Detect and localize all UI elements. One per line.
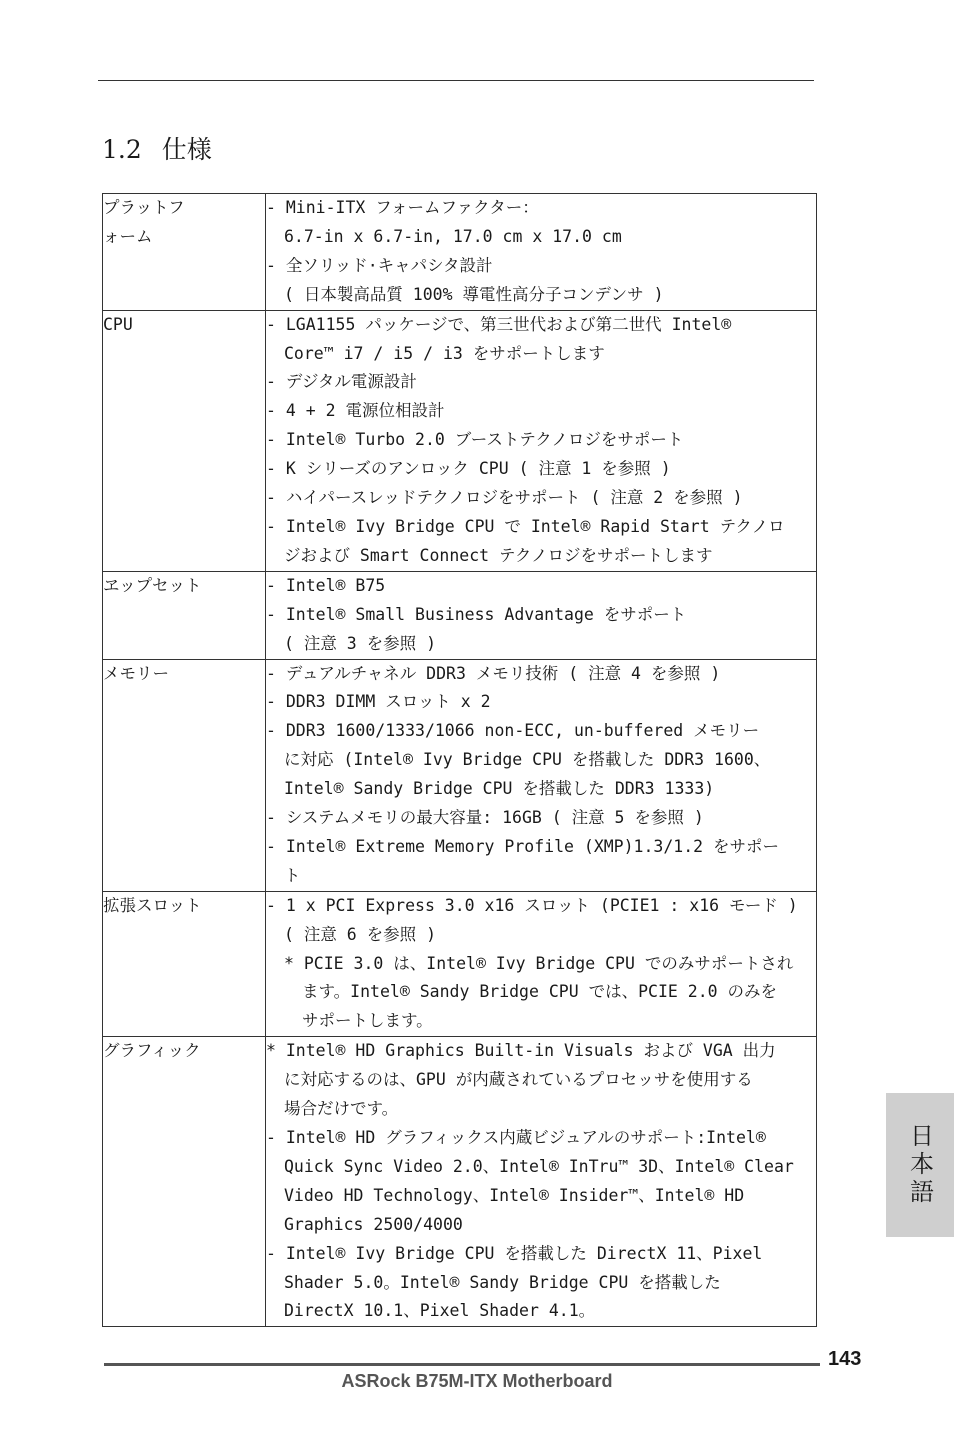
spec-label-line: 拡張スロット: [103, 895, 202, 915]
spec-value-line: ます。Intel® Sandy Bridge CPU では、PCIE 2.0 のみを: [302, 982, 777, 1002]
spec-label-line: グラフィック: [103, 1041, 201, 1061]
spec-label: [103, 571, 266, 659]
spec-value-line: Graphics 2500/4000: [284, 1214, 463, 1234]
spec-row: [103, 194, 817, 311]
spec-value-line: - Intel® Ivy Bridge CPU を搭載した DirectX 11、Pixel: [266, 1243, 763, 1263]
spec-label-line: ヱップセット: [103, 575, 202, 595]
spec-value-line: - Intel® Turbo 2.0 ブーストテクノロジをサポート: [266, 430, 684, 450]
spec-value-line: に対応するのは、GPU が内蔵されているプロセッサを使用する: [284, 1070, 753, 1090]
spec-value-line: - DDR3 DIMM スロット x 2: [266, 692, 491, 712]
spec-value-line: - Intel® Ivy Bridge CPU で Intel® Rapid Start テクノロ: [266, 516, 785, 536]
spec-value-line: - Mini-ITX フォームファクター：: [266, 198, 539, 217]
spec-value-line: - K シリーズのアンロック CPU ( 注意 1 を参照 ): [266, 459, 671, 479]
spec-value-line: DirectX 10.1、Pixel Shader 4.1。: [284, 1301, 596, 1321]
footer-title: ASRock B75M-ITX Motherboard: [341, 1371, 613, 1391]
spec-label-line: ォーム: [103, 226, 153, 246]
spec-value-line: - システムメモリの最大容量: 16GB ( 注意 5 を参照 ): [266, 808, 704, 828]
spec-row: [103, 659, 817, 891]
spec-value-line: Intel® Sandy Bridge CPU を搭載した DDR3 1333): [284, 779, 715, 799]
spec-value-line: - Intel® Extreme Memory Profile (XMP)1.3/1.2 をサポー: [266, 836, 780, 856]
spec-value-line: サポートします。: [302, 1011, 433, 1031]
language-tab-label: 日本語: [905, 1123, 934, 1207]
spec-value-line: Video HD Technology、Intel® Insider™、Intel® HD: [284, 1185, 745, 1205]
spec-table: [102, 193, 817, 1327]
spec-value-line: ( 注意 6 を参照 ): [284, 924, 437, 944]
spec-value-line: - Intel® B75: [266, 575, 386, 595]
spec-value-line: - デュアルチャネル DDR3 メモリ技術 ( 注意 4 を参照 ): [266, 663, 721, 683]
spec-value-line: Quick Sync Video 2.0、Intel® InTru™ 3D、Intel® Clear: [284, 1156, 794, 1176]
spec-value: [266, 1037, 817, 1327]
spec-value-line: - 1 x PCI Express 3.0 x16 スロット (PCIE1 : x16 モード ): [266, 895, 798, 915]
spec-value-line: ジおよび Smart Connect テクノロジをサポートします: [284, 545, 713, 565]
spec-value: [266, 891, 817, 1037]
spec-value: [266, 571, 817, 659]
spec-value-line: に対応 (Intel® Ivy Bridge CPU を搭載した DDR3 1600、: [284, 750, 771, 770]
spec-value-line: ( 日本製高品質 100% 導電性高分子コンデンサ ): [284, 284, 664, 304]
spec-label-line: メモリー: [103, 663, 169, 683]
spec-value-line: * PCIE 3.0 は、Intel® Ivy Bridge CPU でのみサポートされ: [284, 953, 794, 973]
spec-value-line: - Intel® Small Business Advantage をサポート: [266, 604, 687, 624]
spec-value: [266, 310, 817, 571]
spec-row: [103, 571, 817, 659]
spec-label: [103, 1037, 266, 1327]
spec-row: [103, 891, 817, 1037]
spec-row: [103, 310, 817, 571]
spec-value: [266, 194, 817, 311]
spec-label: [103, 194, 266, 311]
spec-value-line: - 4 + 2 電源位相設計: [266, 401, 445, 421]
spec-label: [103, 659, 266, 891]
section-number: 1.2: [102, 135, 142, 164]
spec-value-line: 場合だけです。: [284, 1099, 399, 1119]
spec-value-line: - DDR3 1600/1333/1066 non-ECC, un-buffered メモリー: [266, 721, 760, 741]
page-number: 143: [828, 1348, 862, 1370]
spec-value-line: 6.7-in x 6.7-in, 17.0 cm x 17.0 cm: [284, 226, 622, 246]
spec-row: [103, 1037, 817, 1327]
spec-value-line: - ハイパースレッドテクノロジをサポート ( 注意 2 を参照 ): [266, 488, 743, 508]
top-rule: [98, 80, 814, 81]
spec-value-line: - LGA1155 パッケージで、第三世代および第二世代 Intel®: [266, 314, 732, 334]
spec-label: [103, 891, 266, 1037]
section-heading: [102, 130, 212, 166]
spec-value-line: Core™ i7 / i5 / i3 をサポートします: [284, 343, 605, 363]
spec-value-line: Shader 5.0。Intel® Sandy Bridge CPU を搭載した: [284, 1272, 721, 1292]
spec-value-line: ( 注意 3 を参照 ): [284, 633, 437, 653]
spec-value-line: - デジタル電源設計: [266, 372, 417, 392]
section-title-text: 仕様: [161, 135, 212, 164]
spec-table-body: [103, 194, 817, 1327]
language-tab: [886, 1093, 954, 1237]
spec-label-line: プラットフ: [103, 198, 185, 217]
spec-label: [103, 310, 266, 571]
spec-label-line: CPU: [103, 314, 133, 334]
spec-value-line: ト: [284, 865, 301, 885]
spec-value: [266, 659, 817, 891]
spec-value-line: - Intel® HD グラフィックス内蔵ビジュアルのサポート:Intel®: [266, 1128, 766, 1147]
spec-value-line: * Intel® HD Graphics Built-in Visuals および VGA 出力: [266, 1041, 776, 1061]
spec-value-line: - 全ソリッド·キャパシタ設計: [266, 255, 493, 275]
bottom-rule: [104, 1363, 820, 1366]
